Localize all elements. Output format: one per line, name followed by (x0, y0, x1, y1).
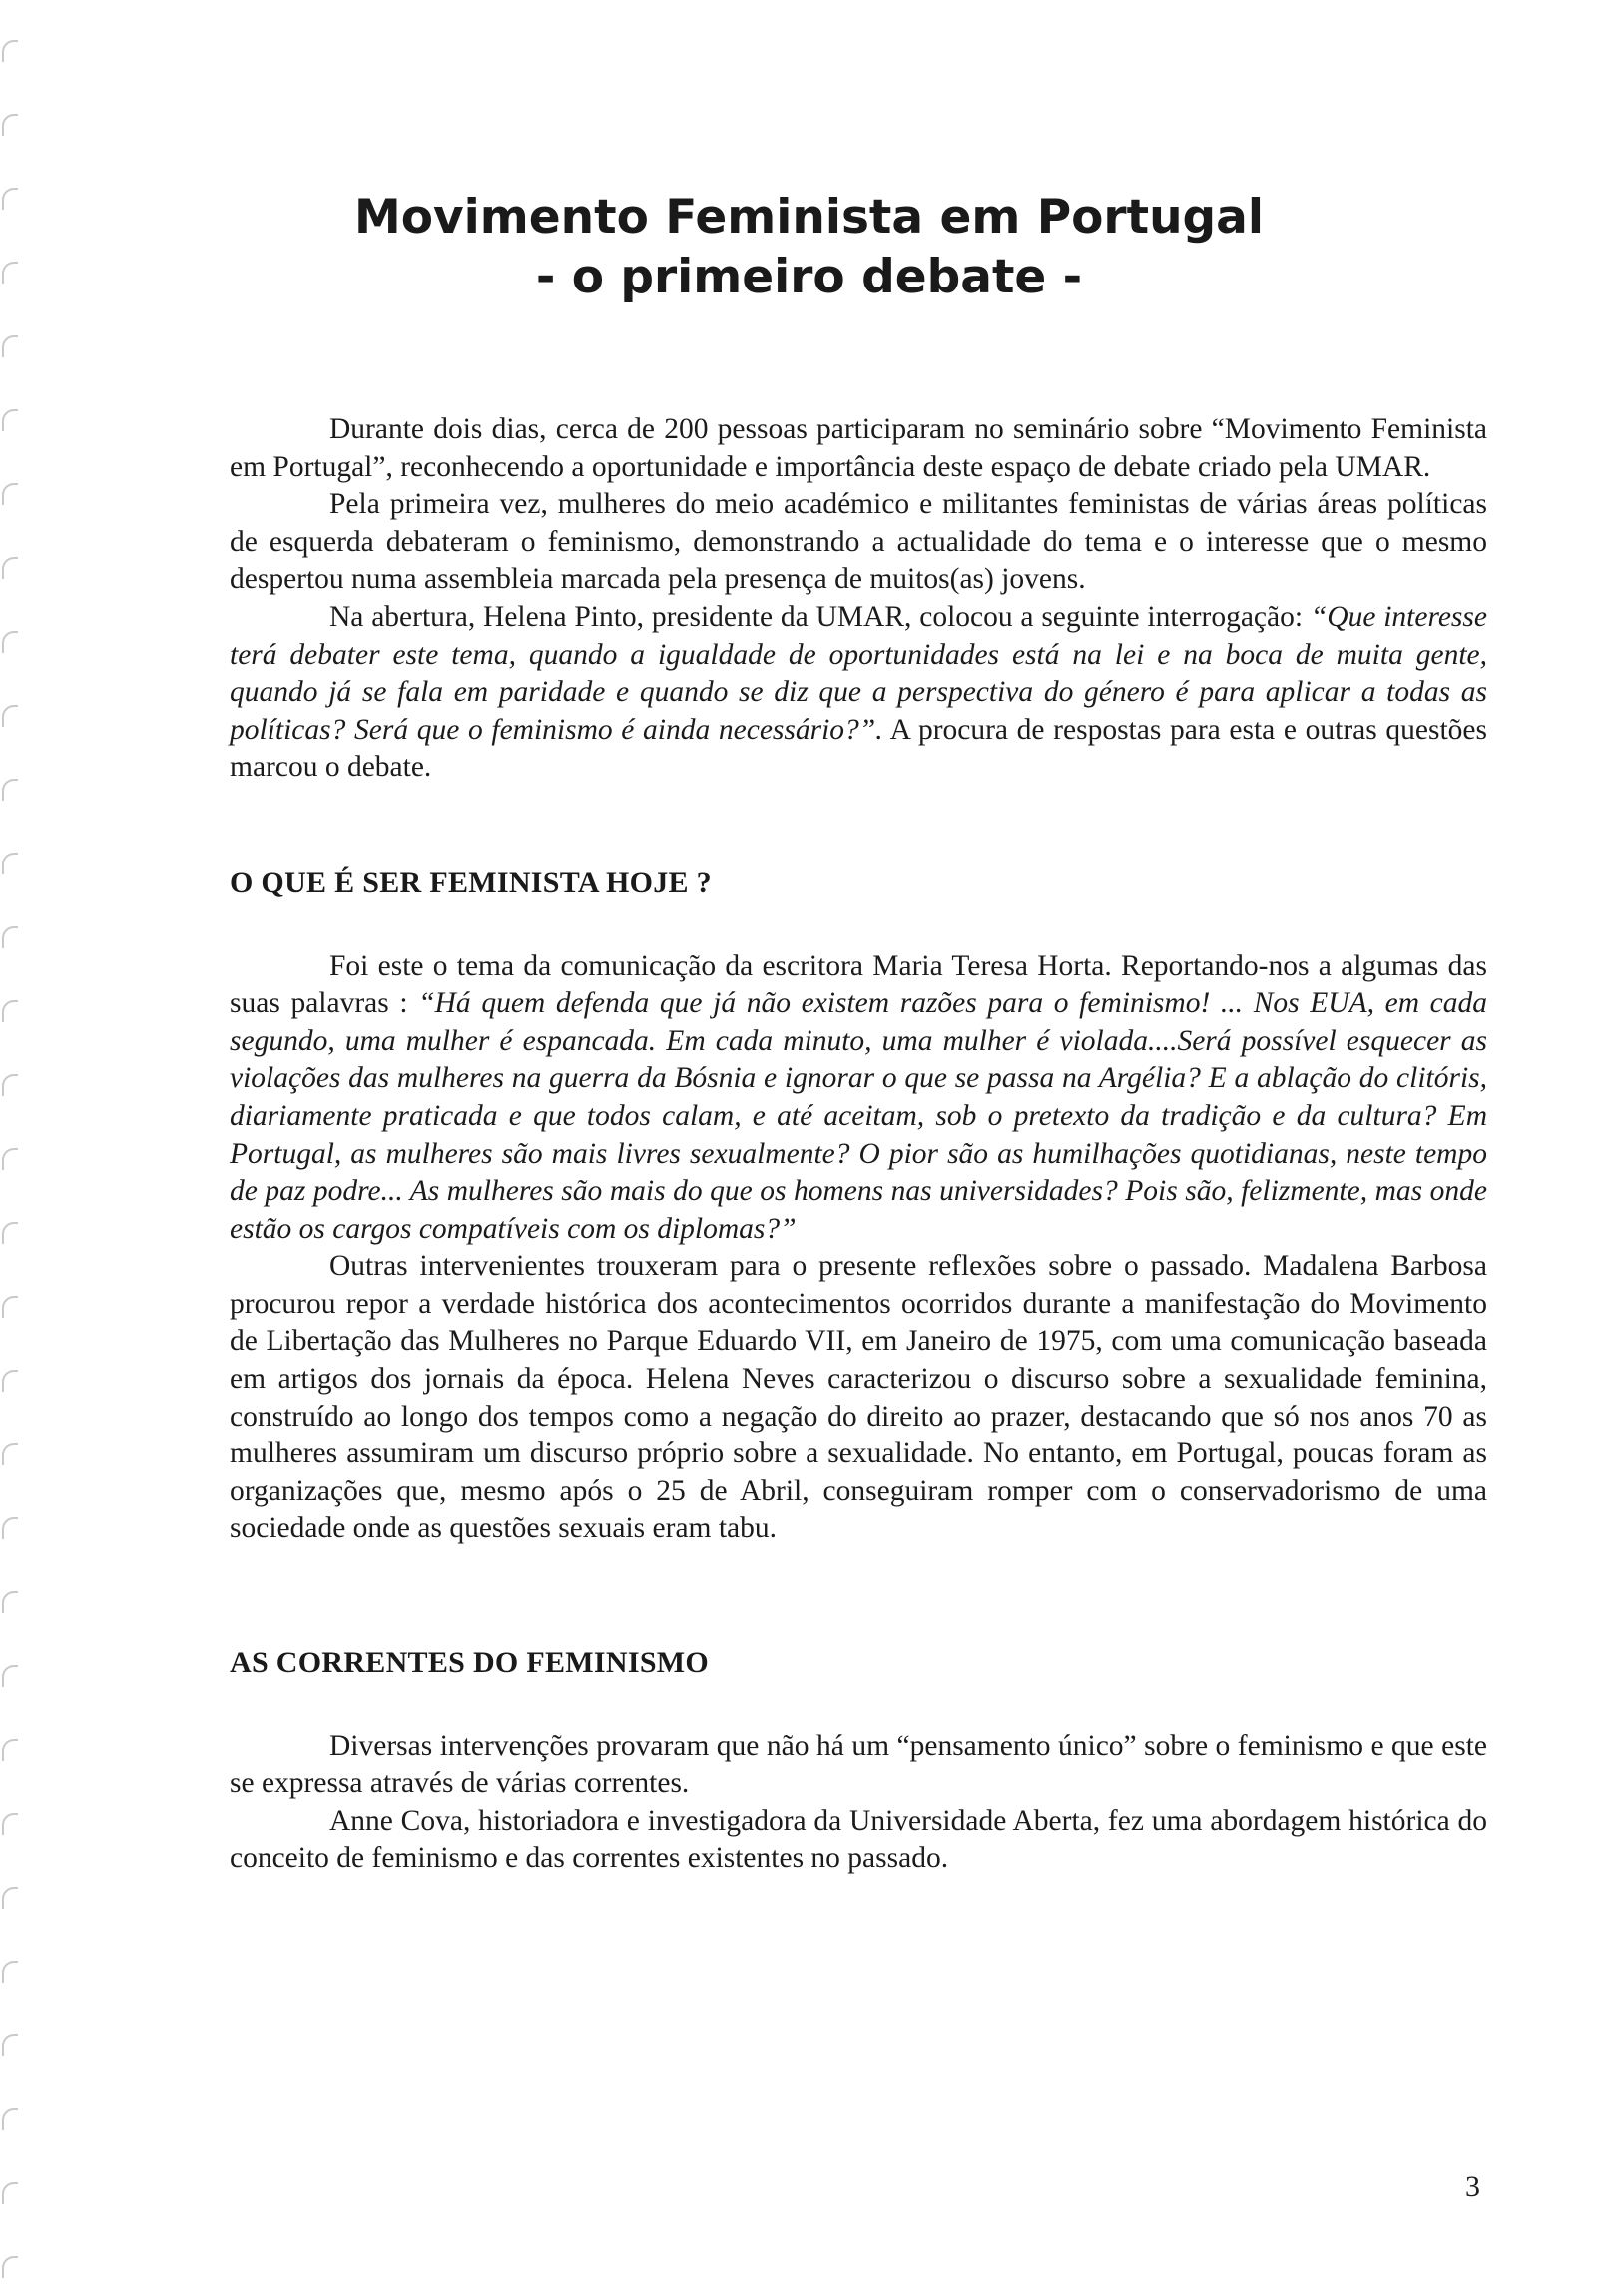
binding-hole (2, 40, 18, 62)
binding-hole (2, 1591, 18, 1613)
binding-hole (2, 114, 18, 136)
intro-paragraph-1: Durante dois dias, cerca de 200 pessoas participaram no seminário sobre “Movimento Feminista em Portugal”, reconhecendo a oportunidade e importância deste espaço de debate criado pela UMAR. (230, 413, 1487, 483)
binding-hole (2, 557, 18, 579)
binding-holes (0, 0, 30, 2296)
binding-hole (2, 2256, 18, 2278)
binding-hole (2, 1887, 18, 1909)
intro-paragraph-2: Pela primeira vez, mulheres do meio académico e militantes feministas de várias áreas políticas de esquerda debateram o feminismo, demonstrando a actualidade do tema e o interesse que o mesmo despertou numa assembleia marcada pela presença de muitos(as) jovens. (230, 488, 1487, 596)
page-title (0, 188, 1618, 307)
binding-hole (2, 1296, 18, 1318)
binding-hole (2, 335, 18, 357)
binding-hole (2, 1222, 18, 1244)
binding-hole (2, 779, 18, 801)
title-line-1: Movimento Feminista em Portugal (353, 190, 1264, 245)
section1-paragraph-2: Outras intervenientes trouxeram para o presente reflexões sobre o passado. Madalena Barbosa procurou repor a verdade histórica dos acontecimentos ocorridos durante a manifestação do Movimento de Libertação das Mulheres no Parque Eduardo VII, em Janeiro de 1975, com uma comunicação baseada em artigos dos jornais da época. Helena Neves caracterizou o discurso sobre a sexualidade feminina, construído ao longo dos tempos como a negação do direito ao prazer, destacando que só nos anos 70 as mulheres assumiram um discurso próprio sobre a sexualidade. No entanto, em Portugal, poucas foram as organizações que, mesmo após o 25 de Abril, conseguiram romper com o conservadorismo de uma sociedade onde as questões sexuais eram tabu. (230, 1250, 1487, 1545)
binding-hole (2, 1813, 18, 1835)
binding-hole (2, 1517, 18, 1539)
binding-hole (2, 1665, 18, 1687)
page-number: 3 (1465, 2170, 1480, 2203)
binding-hole (2, 2034, 18, 2056)
binding-hole (2, 2182, 18, 2204)
article-body (230, 411, 1487, 1878)
section-heading-currents: AS CORRENTES DO FEMINISMO (230, 1646, 710, 1680)
binding-hole (2, 1370, 18, 1392)
title-line-2: - o primeiro debate - (535, 250, 1083, 304)
horta-quote: “Há quem defenda que já não existem razões para o feminismo! ... Nos EUA, em cada segundo, uma mulher é espancada. Em cada minuto, uma mulher é violada....Será possível esquecer as violações das mulheres na guerra da Bósnia e ignorar o que se passa na Argélia? E a ablação do clitóris, diariamente praticada e que todos calam, e até aceitam, sob o pretexto da tradição e da cultura? Em Portugal, as mulheres são mais livres sexualmente? O pior são as humilhações quotidianas, neste tempo de paz podre... As mulheres são mais do que os homens nas universidades? Pois são, felizmente, mas onde estão os cargos compatíveis com os diplomas?” (230, 987, 1487, 1245)
section1-paragraph-1 (230, 948, 1487, 1249)
binding-hole (2, 1074, 18, 1096)
section2-paragraph-1: Diversas intervenções provaram que não há um “pensamento único” sobre o feminismo e que este se expressa através de várias correntes. (230, 1729, 1487, 1800)
binding-hole (2, 1443, 18, 1465)
binding-hole (2, 2108, 18, 2130)
intro-paragraph-3 (230, 599, 1487, 787)
binding-hole (2, 483, 18, 505)
binding-hole (2, 853, 18, 874)
intro-paragraph-3-lead: Na abertura, Helena Pinto, presidente da UMAR, colocou a seguinte interrogação: (329, 600, 1311, 633)
opening-question-quote: “Que interesse terá debater este tema, quando a igualdade de oportunidades está na lei e na boca de muita gente, quando já se fala em paridade e quando se diz que a perspectiva do género é para aplicar a todas as políticas? Será que o feminismo é ainda necessário?”. (230, 600, 1487, 746)
section2-paragraph-2: Anne Cova, historiadora e investigadora da Universidade Aberta, fez uma abordagem histórica do conceito de feminismo e das correntes existentes no passado. (230, 1804, 1487, 1875)
binding-hole (2, 1148, 18, 1170)
intro-paragraph-3-tail: A procura de respostas para esta e outras questões marcou o debate. (230, 713, 1487, 784)
binding-hole (2, 1000, 18, 1022)
binding-hole (2, 926, 18, 948)
binding-hole (2, 631, 18, 653)
binding-hole (2, 1961, 18, 1983)
binding-hole (2, 1739, 18, 1761)
section1-paragraph-1-lead: Foi este o tema da comunicação da escritora Maria Teresa Horta. Reportando-nos a algumas das suas palavras : (230, 949, 1487, 1020)
binding-hole (2, 409, 18, 431)
section-heading-feminist-today: O QUE É SER FEMINISTA HOJE ? (230, 865, 712, 899)
binding-hole (2, 705, 18, 727)
